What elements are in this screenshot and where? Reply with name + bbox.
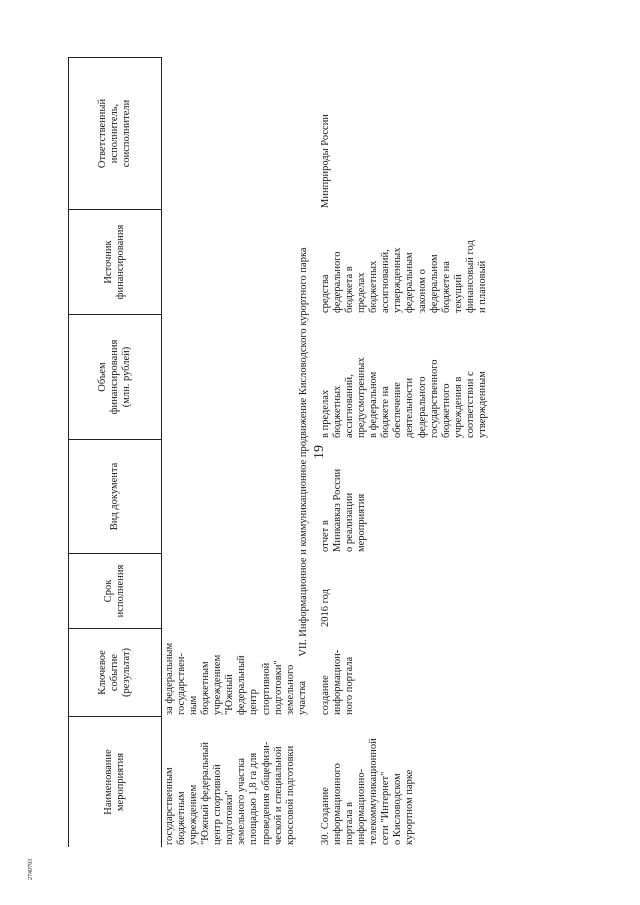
- header-document-type: Вид документа: [69, 440, 161, 554]
- cell-responsible: [162, 57, 290, 210]
- page-number: 19: [312, 445, 327, 459]
- header-deadline: Срок исполнения: [69, 554, 161, 629]
- header-financing-volume: Объем финансирования (млн. рублей): [69, 315, 161, 440]
- table-header-row: [68, 57, 162, 847]
- cell-document-type: [162, 440, 290, 554]
- cell-measure-name: государственным бюджетным учреждением "Южный федеральный центр спортивной подготовки" земельного участка площадью 1,8 га для проведения общефизи- ческой и специальной кроссовой подготовки: [164, 741, 296, 845]
- section-title: VII. Информационное и коммуникационное продвижение Кисловодского курортного парка: [298, 247, 309, 657]
- header-key-event: Ключевое событие (результат): [69, 629, 161, 717]
- table-row-item-30: [318, 57, 488, 847]
- cell-key-event: создание информацион- ного портала: [320, 649, 356, 715]
- cell-measure-name: 30. Создание информационного портала в информационно- телекоммуникационной сети "Интернет" о Кисловодском курортном парке: [320, 738, 416, 845]
- cell-responsible: Минприроды России: [320, 114, 331, 208]
- cell-financing-volume: в пределах бюджетных ассигнований, предусмотренных в федеральном бюджете на обеспечение деятельности федерального государственного бюджетного учреждения в соответствии с утвержденным: [320, 357, 488, 438]
- cell-financing-source: средства федерального бюджета в пределах бюджетных ассигнований, утвержденных федеральным законом о федеральном бюджете на текущий финансовый год и плановый: [320, 240, 488, 313]
- cell-deadline: [162, 554, 290, 629]
- cell-deadline: 2016 год: [320, 589, 331, 627]
- header-financing-source: Источник финансирования: [69, 210, 161, 315]
- header-measure-name: Наименование мероприятия: [102, 749, 126, 815]
- cell-document-type: отчет в Минкавказ России о реализации мероприятия: [320, 468, 368, 552]
- header-responsible: Ответственный исполнитель, соисполнители: [69, 57, 161, 210]
- measures-table: [68, 57, 488, 847]
- cell-key-event: за федеральным государствен- ным бюджетным учреждением "Южный федеральный центр спортивной подготовки" земельного участка: [164, 642, 308, 715]
- cell-financing-source: [162, 210, 290, 315]
- footer-code: 2740793: [28, 859, 34, 880]
- cell-financing-volume: [162, 315, 290, 440]
